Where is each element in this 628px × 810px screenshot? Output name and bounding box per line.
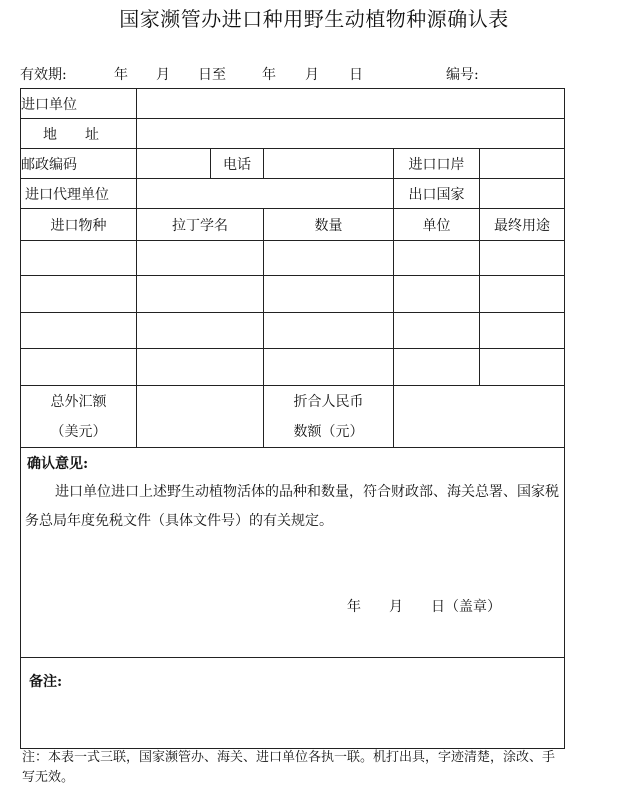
- export-country-label: 出口国家: [394, 179, 480, 209]
- latin-name-cell[interactable]: [137, 313, 264, 349]
- column-header: 数量: [264, 209, 394, 241]
- species-row: [21, 276, 565, 313]
- remark-cell[interactable]: [21, 658, 565, 749]
- agent-field[interactable]: [137, 179, 394, 209]
- form-title: 国家濒管办进口种用野生动植物种源确认表: [119, 7, 509, 31]
- unit-cell[interactable]: [394, 241, 480, 276]
- phone-label: 电话: [211, 149, 264, 179]
- unit-cell[interactable]: [394, 313, 480, 349]
- species-cell[interactable]: [21, 241, 137, 276]
- number-label: 编号:: [446, 67, 479, 83]
- totals-row: [21, 386, 565, 448]
- confirmation-text: 进口单位进口上述野生动植物活体的品种和数量，符合财政部、海关总署、国家税务总局年度免税文件（具体文件号）的有关规定。: [25, 484, 559, 529]
- quantity-cell[interactable]: [264, 276, 394, 313]
- remark-heading: 备注:: [29, 674, 63, 690]
- latin-name-cell[interactable]: [137, 276, 264, 313]
- confirmation-date-seal: 年 月 日（盖章）: [347, 599, 501, 615]
- species-row: [21, 349, 565, 386]
- quantity-cell[interactable]: [264, 241, 394, 276]
- confirmation-heading: 确认意见:: [27, 456, 89, 472]
- validity-day-to: 日至: [198, 67, 226, 83]
- validity-year-1: 年: [114, 67, 128, 83]
- latin-name-cell[interactable]: [137, 349, 264, 386]
- importer-field[interactable]: [137, 89, 565, 119]
- application-table: [20, 88, 565, 749]
- import-port-label: 进口口岸: [394, 149, 480, 179]
- row-importer: [21, 89, 565, 119]
- postcode-field[interactable]: [137, 149, 211, 179]
- column-header: 进口物种: [21, 209, 137, 241]
- usage-cell[interactable]: [480, 313, 565, 349]
- validity-line: [20, 64, 580, 84]
- remark-row: [21, 658, 565, 749]
- usage-cell[interactable]: [480, 241, 565, 276]
- agent-label: 进口代理单位: [21, 179, 137, 209]
- row-agent: [21, 179, 565, 209]
- importer-label: 进口单位: [21, 89, 137, 119]
- latin-name-cell[interactable]: [137, 241, 264, 276]
- total-forex-label-line2: （美元）: [50, 423, 107, 440]
- quantity-cell[interactable]: [264, 349, 394, 386]
- usage-cell[interactable]: [480, 276, 565, 313]
- validity-label: 有效期:: [20, 67, 67, 83]
- validity-day-2: 日: [349, 67, 363, 83]
- unit-cell[interactable]: [394, 276, 480, 313]
- column-header: 最终用途: [480, 209, 565, 241]
- import-port-field[interactable]: [480, 149, 565, 179]
- total-forex-label-line1: 总外汇额: [50, 393, 107, 410]
- species-row: [21, 241, 565, 276]
- unit-cell[interactable]: [394, 349, 480, 386]
- confirmation-row: [21, 448, 565, 658]
- validity-year-2: 年: [262, 67, 276, 83]
- quantity-cell[interactable]: [264, 313, 394, 349]
- confirmation-cell: [21, 448, 565, 658]
- address-field[interactable]: [137, 119, 565, 149]
- export-country-field[interactable]: [480, 179, 565, 209]
- rmb-amount-label-line1: 折合人民币: [293, 393, 364, 410]
- address-label: 地 址: [21, 119, 137, 149]
- total-forex-label: [21, 386, 137, 448]
- row-address: [21, 119, 565, 149]
- total-forex-field[interactable]: [137, 386, 264, 448]
- species-cell[interactable]: [21, 276, 137, 313]
- species-header-row: [21, 209, 565, 241]
- postcode-label: 邮政编码: [21, 149, 137, 179]
- rmb-amount-label-line2: 数额（元）: [293, 423, 364, 440]
- rmb-amount-label: [264, 386, 394, 448]
- validity-month-2: 月: [305, 67, 319, 83]
- row-postcode: [21, 149, 565, 179]
- species-row: [21, 313, 565, 349]
- species-cell[interactable]: [21, 349, 137, 386]
- remark-section: [21, 658, 564, 748]
- confirmation-section: [21, 448, 564, 657]
- column-header: 拉丁学名: [137, 209, 264, 241]
- footnote: 注：本表一式三联，国家濒管办、海关、进口单位各执一联。机打出具，字迹清楚，涂改、手写无效。: [22, 750, 556, 785]
- usage-cell[interactable]: [480, 349, 565, 386]
- species-cell[interactable]: [21, 313, 137, 349]
- phone-field[interactable]: [264, 149, 394, 179]
- rmb-amount-field[interactable]: [394, 386, 565, 448]
- validity-month-1: 月: [156, 67, 170, 83]
- column-header: 单位: [394, 209, 480, 241]
